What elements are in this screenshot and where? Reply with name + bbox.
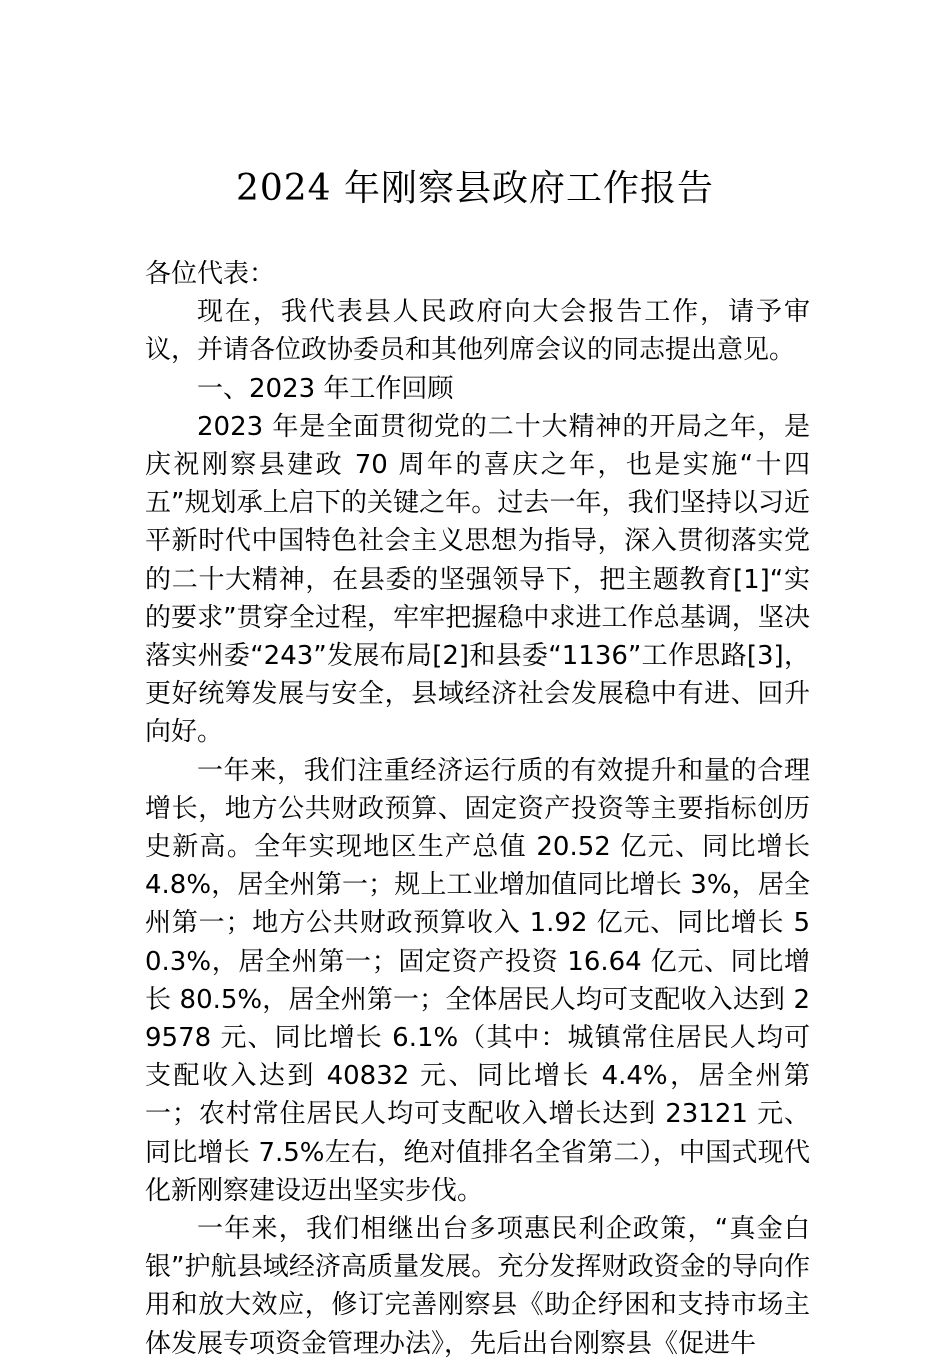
opening-paragraph: 现在，我代表县人民政府向大会报告工作，请予审议，并请各位政协委员和其他列席会议的同志提出意见。	[145, 297, 810, 366]
body-paragraph: 一年来，我们注重经济运行质的有效提升和量的合理增长，地方公共财政预算、固定资产投资等主要指标创历史新高。全年实现地区生产总值 20.52 亿元、同比增长 4.8%，居全州第一；规上工业增加值同比增长 3%，居全州第一；地方公共财政预算收入 1.92 亿元、同比增长 50.3%，居全州第一；固定资产投资 16.64 亿元、同比增长 80.5%，居全州第一；全体居民人均可支配收入达到 29578 元、同比增长 6.1%（其中：城镇常住居民人均可支配收入达到 40832 元、同比增长 4.4%，居全州第一；农村常住居民人均可支配收入增长达到 23121 元、同比增长 7.5%左右，绝对值排名全省第二），中国式现代化新刚察建设迈出坚实步伐。	[145, 755, 810, 1206]
document-body	[145, 255, 810, 1363]
salutation: 各位代表：	[145, 259, 276, 289]
body-paragraph: 2023 年是全面贯彻党的二十大精神的开局之年，是庆祝刚察县建政 70 周年的喜庆之年，也是实施“十四五”规划承上启下的关键之年。过去一年，我们坚持以习近平新时代中国特色社会主义思想为指导，深入贯彻落实党的二十大精神，在县委的坚强领导下，把主题教育[1]“实的要求”贯穿全过程，牢牢把握稳中求进工作总基调，坚决落实州委“243”发展布局[2]和县委“1136”工作思路[3]，更好统筹发展与安全，县域经济社会发展稳中有进、回升向好。	[145, 411, 810, 748]
body-paragraph: 一年来，我们相继出台多项惠民利企政策，“真金白银”护航县域经济高质量发展。充分发挥财政资金的导向作用和放大效应，修订完善刚察县《助企纾困和支持市场主体发展专项资金管理办法》，先后出台刚察县《促进牛	[145, 1214, 810, 1359]
section-heading: 一、2023 年工作回顾	[197, 373, 454, 404]
document-title: 2024 年刚察县政府工作报告	[235, 168, 715, 209]
